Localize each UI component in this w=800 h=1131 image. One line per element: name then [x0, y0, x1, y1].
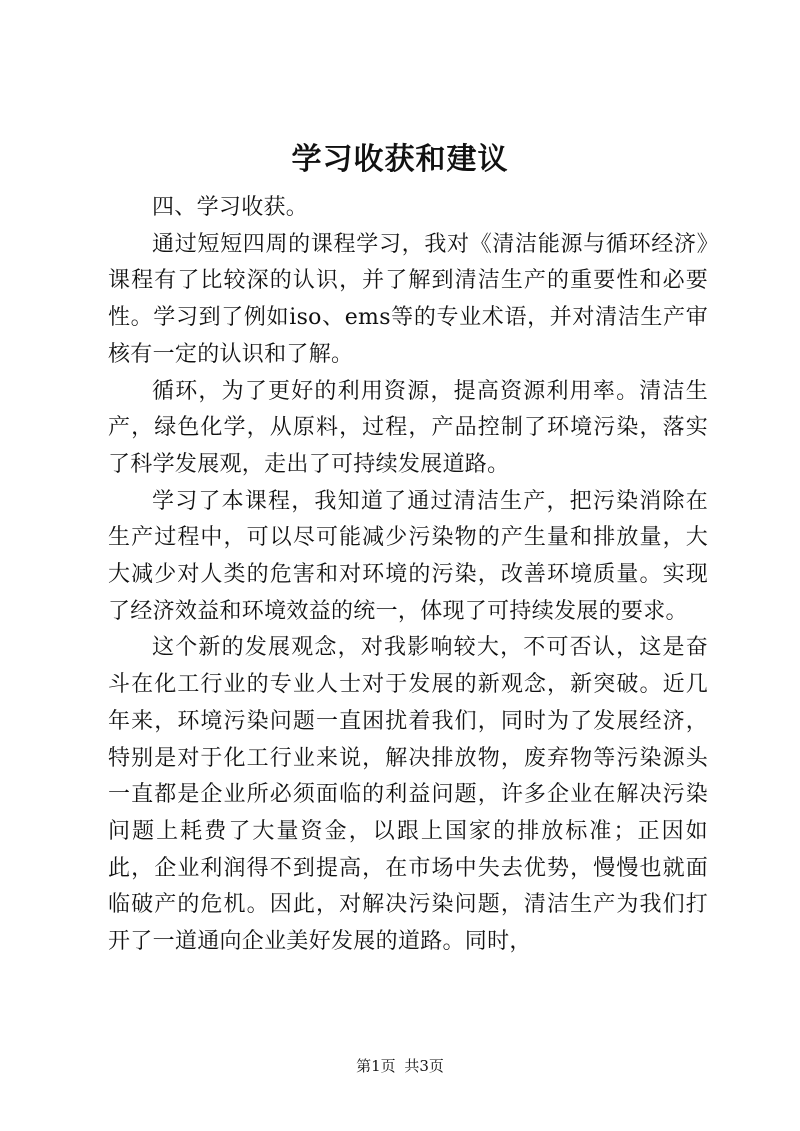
paragraph-circular: 循环，为了更好的利用资源，提高资源利用率。清洁生产，绿色化学，从原料，过程，产品控制了环境污染，落实了科学发展观，走出了可持续发展道路。 [108, 378, 708, 477]
document-body [108, 190, 708, 961]
page-number: 第1页 [356, 1057, 396, 1075]
page-total: 共3页 [404, 1057, 444, 1075]
page-footer [0, 1056, 800, 1076]
paragraph-heading: 四、学习收获。 [152, 195, 309, 220]
paragraph-clean-production: 学习了本课程，我知道了通过清洁生产，把污染消除在生产过程中，可以尽可能减少污染物的产生量和排放量，大大减少对人类的危害和对环境的污染，改善环境质量。实现了经济效益和环境效益的统一，体现了可持续发展的要求。 [108, 488, 708, 624]
paragraph-course-intro: 通过短短四周的课程学习，我对《清洁能源与循环经济》课程有了比较深的认识，并了解到清洁生产的重要性和必要性。学习到了例如iso、ems等的专业术语，并对清洁生产审核有一定的认识和了解。 [108, 231, 708, 367]
paragraph-new-concept: 这个新的发展观念，对我影响较大，不可否认，这是奋斗在化工行业的专业人士对于发展的新观念，新突破。近几年来，环境污染问题一直困扰着我们，同时为了发展经济，特别是对于化工行业来说，解决排放物，废弃物等污染源头一直都是企业所必须面临的利益问题，许多企业在解决污染问题上耗费了大量资金，以跟上国家的排放标准；正因如此，企业利润得不到提高，在市场中失去优势，慢慢也就面临破产的危机。因此，对解决污染问题，清洁生产为我们打开了一道通向企业美好发展的道路。同时， [108, 635, 708, 955]
document-title: 学习收获和建议 [291, 142, 509, 177]
